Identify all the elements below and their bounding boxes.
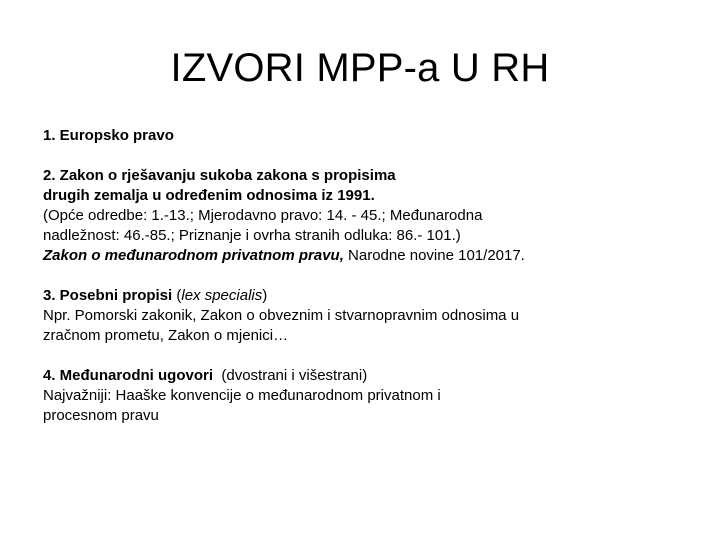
section-detail-line: Najvažniji: Haaške konvencije o međunarodnom privatnom i bbox=[43, 387, 441, 404]
section-heading-line bbox=[43, 286, 643, 306]
section-heading-text: drugih zemalja u određenim odnosima iz 1991. bbox=[43, 187, 375, 204]
slide-title: IZVORI MPP-a U RH bbox=[170, 46, 550, 90]
section-heading-text: 1. Europsko pravo bbox=[43, 127, 174, 144]
section-international-treaties bbox=[43, 366, 643, 426]
section-heading-text: 3. Posebni propisi bbox=[43, 287, 173, 304]
lex-specialis-term: lex specialis bbox=[181, 287, 263, 304]
section-detail-line: (Opće odredbe: 1.-13.; Mjerodavno pravo: 14. - 45.; Međunarodna bbox=[43, 207, 483, 224]
section-heading-line bbox=[43, 366, 643, 386]
law-reference: Narodne novine 101/2017. bbox=[343, 247, 525, 264]
section-heading-text: 2. Zakon o rješavanju sukoba zakona s propisima bbox=[43, 167, 396, 184]
slide-body bbox=[43, 126, 643, 426]
section-european-law bbox=[43, 126, 643, 146]
section-detail-line: Npr. Pomorski zakonik, Zakon o obveznim i stvarnopravnim odnosima u bbox=[43, 307, 520, 324]
section-conflict-of-laws bbox=[43, 166, 643, 266]
section-heading bbox=[43, 126, 643, 146]
section-qualifier: (dvostrani i višestrani) bbox=[213, 367, 368, 384]
section-special-regulations bbox=[43, 286, 643, 346]
section-heading-text: 4. Međunarodni ugovori bbox=[43, 367, 214, 384]
section-heading-line bbox=[43, 186, 643, 206]
paren-close: ) bbox=[262, 287, 268, 304]
section-heading-line bbox=[43, 166, 643, 186]
section-detail-line: procesnom pravu bbox=[43, 407, 159, 424]
law-citation bbox=[43, 246, 643, 266]
paren-open: ( bbox=[172, 287, 182, 304]
section-detail-line: nadležnost: 46.-85.; Priznanje i ovrha stranih odluka: 86.- 101.) bbox=[43, 227, 461, 244]
section-detail-line: zračnom prometu, Zakon o mjenici… bbox=[43, 327, 289, 344]
law-title: Zakon o međunarodnom privatnom pravu, bbox=[43, 247, 344, 264]
